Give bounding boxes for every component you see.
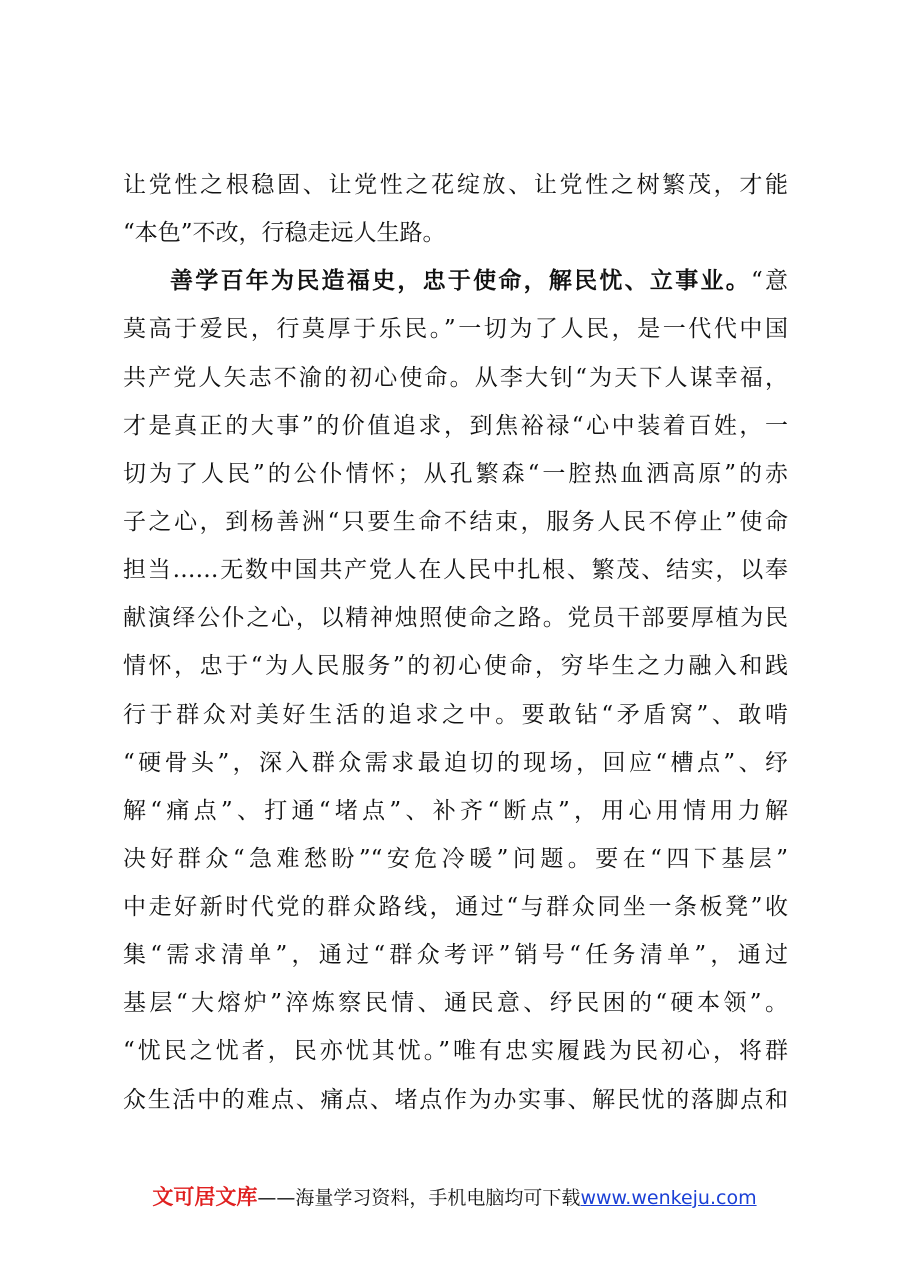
body-line: 情怀，忠于“为人民服务”的初心使命，穷毕生之力融入和践 <box>123 653 788 679</box>
footer-brand: 文可居文库 <box>152 1185 258 1209</box>
body-line: 基层“大熔炉”淬炼察民情、通民意、纾民困的“硬本领”。 <box>123 990 788 1016</box>
paragraph-heading-line <box>170 266 788 296</box>
body-line: 子之心，到杨善洲“只要生命不结束，服务人民不停止”使命 <box>123 509 788 535</box>
body-line: 让党性之根稳固、让党性之花绽放、让党性之树繁茂，才能 <box>123 172 788 198</box>
body-line: 切为了人民”的公仆情怀；从孔繁森“一腔热血洒高原”的赤 <box>123 461 788 487</box>
body-line: “忧民之忧者，民亦忧其忧。”唯有忠实履践为民初心，将群 <box>123 1038 788 1064</box>
body-line: 担当……无数中国共产党人在人民中扎根、繁茂、结实，以奉 <box>123 557 788 583</box>
body-line: “本色”不改，行稳走远人生路。 <box>123 220 446 246</box>
body-line: 中走好新时代党的群众路线，通过“与群众同坐一条板凳”收 <box>123 894 788 920</box>
body-line: 众生活中的难点、痛点、堵点作为办实事、解民忧的落脚点和 <box>123 1087 788 1113</box>
body-line: 共产党人矢志不渝的初心使命。从李大钊“为天下人谋幸福， <box>123 365 788 391</box>
body-line: 才是真正的大事”的价值追求，到焦裕禄“心中装着百姓，一 <box>123 413 788 439</box>
footer-slogan: ——海量学习资料，手机电脑均可下载 <box>257 1187 581 1209</box>
footer-banner <box>0 1183 909 1212</box>
paragraph-heading: 善学百年为民造福史，忠于使命，解民忧、立事业。 <box>170 267 751 294</box>
body-line: 解“痛点”、打通“堵点”、补齐“断点”，用心用情用力解 <box>123 798 788 824</box>
body-line: 行于群众对美好生活的追求之中。要敢钻“矛盾窝”、敢啃 <box>123 702 788 728</box>
body-line: “硬骨头”，深入群众需求最迫切的现场，回应“槽点”、纾 <box>123 750 788 776</box>
body-line: 决好群众“急难愁盼”“安危冷暖”问题。要在“四下基层” <box>123 846 788 872</box>
footer-website-link[interactable]: www.wenkeju.com <box>580 1187 757 1209</box>
body-line: 献演绎公仆之心，以精神烛照使命之路。党员干部要厚植为民 <box>123 605 788 631</box>
body-line: 莫高于爱民，行莫厚于乐民。”一切为了人民，是一代代中国 <box>123 316 788 342</box>
body-text: “意 <box>750 268 789 294</box>
body-line: 集“需求清单”，通过“群众考评”销号“任务清单”，通过 <box>123 942 788 968</box>
